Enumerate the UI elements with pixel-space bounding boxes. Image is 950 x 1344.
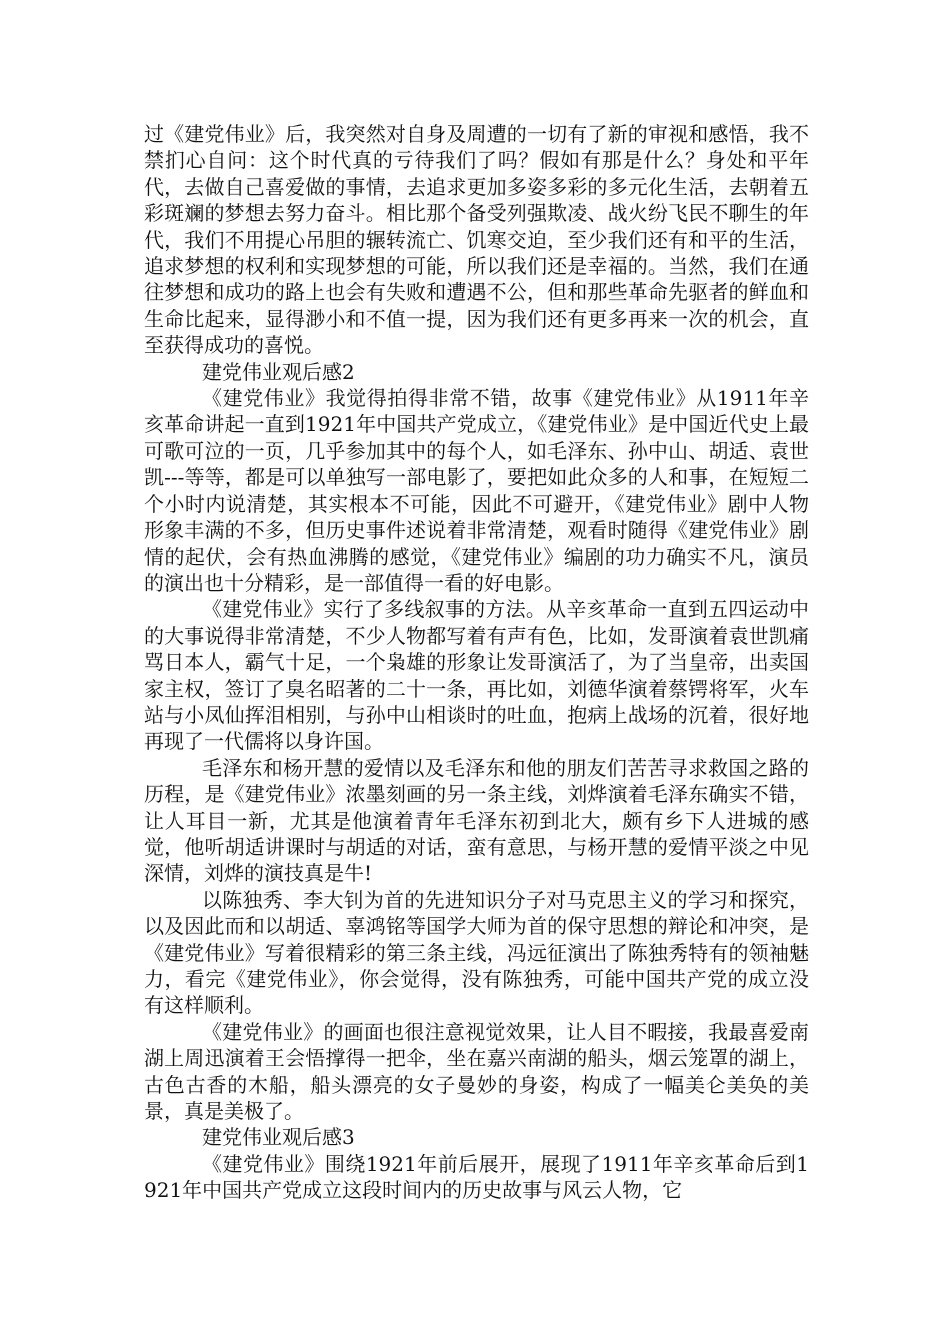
body-paragraph: 以陈独秀、李大钊为首的先进知识分子对马克思主义的学习和探究，以及因此而和以胡适、辜鸿铭等国学大师为首的保守思想的辩论和冲突，是《建党伟业》写着很精彩的第三条主线，冯远征演出了陈独秀特有的领袖魅力，看完《建党伟业》，你会觉得，没有陈独秀，可能中国共产党的成立没有这样顺利。: [144, 887, 809, 1018]
body-paragraph: 《建党伟业》我觉得拍得非常不错，故事《建党伟业》从1911年辛亥革命讲起一直到1921年中国共产党成立，《建党伟业》是中国近代史上最可歌可泣的一页，几乎参加其中的每个人，如毛泽东、孙中山、胡适、袁世凯---等等，都是可以单独写一部电影了，要把如此众多的人和事，在短短二个小时内说清楚，其实根本不可能，因此不可避开，《建党伟业》剧中人物形象丰满的不多，但历史事件述说着非常清楚，观看时随得《建党伟业》剧情的起伏，会有热血沸腾的感觉，《建党伟业》编剧的功力确实不凡，演员的演出也十分精彩，是一部值得一看的好电影。: [144, 386, 809, 595]
body-paragraph: 过《建党伟业》后，我突然对自身及周遭的一切有了新的审视和感悟，我不禁扪心自问：这个时代真的亏待我们了吗？假如有那是什么？身处和平年代，去做自己喜爱做的事情，去追求更加多姿多彩的多元化生活，去朝着五彩斑斓的梦想去努力奋斗。相比那个备受列强欺凌、战火纷飞民不聊生的年代，我们不用提心吊胆的辗转流亡、饥寒交迫，至少我们还有和平的生活，追求梦想的权利和实现梦想的可能，所以我们还是幸福的。当然，我们在通往梦想和成功的路上也会有失败和遭遇不公，但和那些革命先驱者的鲜血和生命比起来，显得渺小和不值一提，因为我们还有更多再来一次的机会，直至获得成功的喜悦。: [144, 122, 809, 358]
body-paragraph: 《建党伟业》实行了多线叙事的方法。从辛亥革命一直到五四运动中的大事说得非常清楚，不少人物都写着有声有色，比如，发哥演着袁世凯痛骂日本人，霸气十足，一个枭雄的形象让发哥演活了，为了当皇帝，出卖国家主权，签订了臭名昭著的二十一条，再比如，刘德华演着蔡锷将军，火车站与小凤仙挥泪相别，与孙中山相谈时的吐血，抱病上战场的沉着，很好地再现了一代儒将以身许国。: [144, 597, 809, 754]
body-paragraph: 毛泽东和杨开慧的爱情以及毛泽东和他的朋友们苦苦寻求救国之路的历程，是《建党伟业》浓墨刻画的另一条主线，刘烨演着毛泽东确实不错，让人耳目一新，尤其是他演着青年毛泽东初到北大，颇有乡下人进城的感觉，他听胡适讲课时与胡适的对话，蛮有意思，与杨开慧的爱情平淡之中见深情，刘烨的演技真是牛!: [144, 755, 809, 886]
section-heading: 建党伟业观后感2: [202, 359, 355, 384]
body-paragraph: 《建党伟业》围绕1921年前后展开，展现了1911年辛亥革命后到1921年中国共产党成立这段时间内的历史故事与风云人物，它: [144, 1151, 809, 1203]
section-heading: 建党伟业观后感3: [202, 1125, 355, 1150]
document-page: [144, 121, 809, 1204]
body-paragraph: 《建党伟业》的画面也很注意视觉效果，让人目不暇接，我最喜爱南湖上周迅演着王会悟撑得一把伞，坐在嘉兴南湖的船头，烟云笼罩的湖上，古色古香的木船，船头漂亮的女子曼妙的身姿，构成了一幅美仑美奂的美景，真是美极了。: [144, 1019, 809, 1124]
